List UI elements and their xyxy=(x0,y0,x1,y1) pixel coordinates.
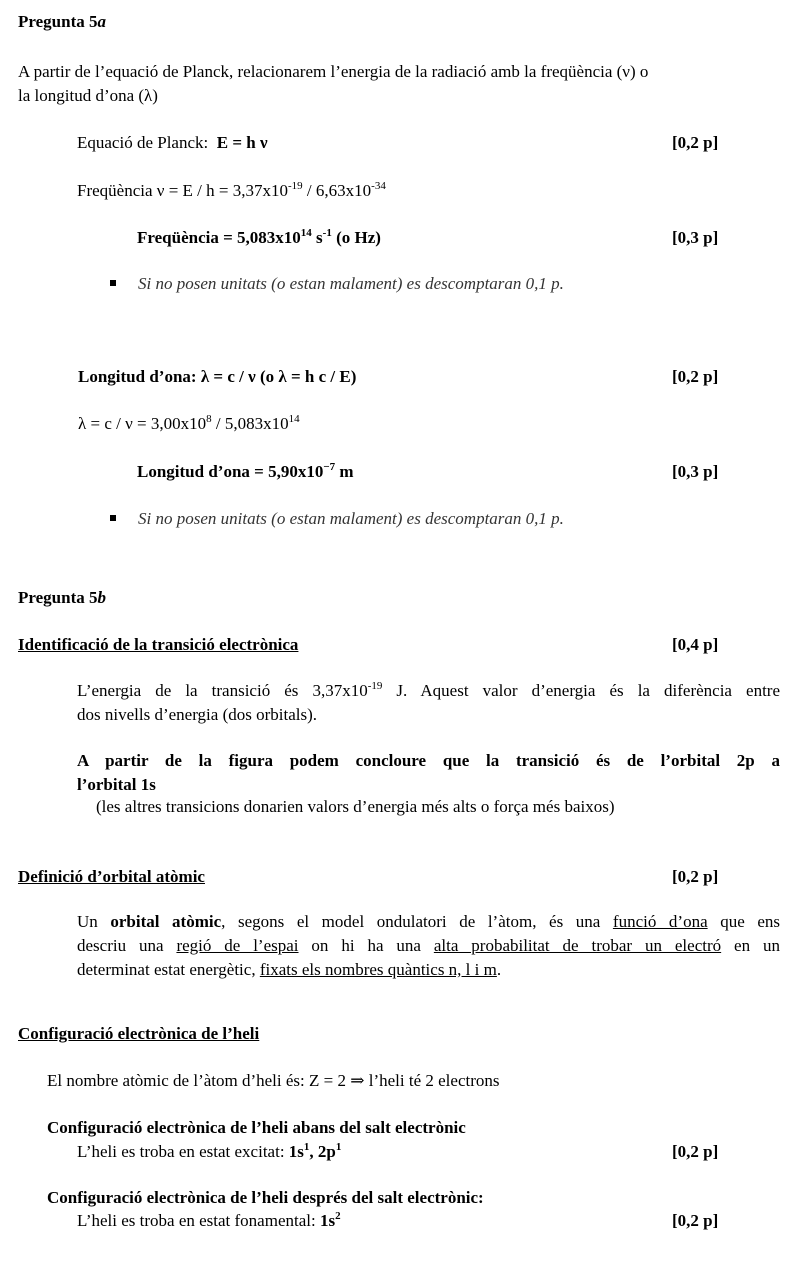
freq-result-unit-exponent: -1 xyxy=(322,227,332,239)
transition-energy-paragraph xyxy=(77,679,780,727)
conclusion-line-1: A partir de la figura podem concloure que la transició és de l’orbital 2p a xyxy=(77,751,780,770)
energy-line-1 xyxy=(77,679,780,703)
q5a-intro-line-1: A partir de l’equació de Planck, relacionarem l’energia de la radiació amb la freqüència (ν) o xyxy=(18,62,649,81)
frequency-result xyxy=(137,228,381,248)
planck-points: [0,2 p] xyxy=(672,133,719,152)
units-note-2: Si no posen unitats (o estan malament) es descomptaran 0,1 p. xyxy=(138,509,564,528)
orbital-def-line-3 xyxy=(77,958,780,982)
transition-points: [0,4 p] xyxy=(672,635,719,654)
quantum-numbers-term: fixats els nombres quàntics n, l i m xyxy=(259,960,497,979)
freq-result-text-a: Freqüència = 5,083x10 xyxy=(137,228,301,247)
ground-config xyxy=(320,1211,341,1230)
freq-calc-exponent-1: -19 xyxy=(288,180,303,192)
transition-heading: Identificació de la transició electrònica xyxy=(18,635,299,654)
orbital-def-text: , segons el model ondulatori de l’àtom, és una xyxy=(221,912,613,931)
transition-conclusion xyxy=(77,749,780,797)
atomic-number-text: El nombre atòmic de l’àtom d’heli és: Z = 2 xyxy=(47,1071,351,1090)
orbital-term: orbital atòmic xyxy=(110,912,222,931)
q5b-title-prefix: Pregunta 5 xyxy=(18,588,98,607)
ground-state-text: L’heli es troba en estat fonamental: xyxy=(77,1211,320,1230)
atomic-number-line xyxy=(47,1071,500,1091)
freq-result-exponent: 14 xyxy=(300,227,312,239)
freq-result-unit: s xyxy=(311,228,323,247)
energy-line-2: dos nivells d’energia (dos orbitals). xyxy=(77,705,318,724)
q5a-title xyxy=(18,12,106,32)
wave-calc-exponent-2: 14 xyxy=(288,413,300,425)
after-points: [0,2 p] xyxy=(672,1211,719,1230)
config-1s: 1s xyxy=(288,1142,304,1161)
wave-result-text-a: Longitud d’ona = 5,90x10 xyxy=(137,462,324,481)
ground-state-line xyxy=(77,1211,341,1231)
energy-text-a: L’energia de la transició és 3,37x10 xyxy=(77,681,368,700)
orbital-def-text: on hi ha una xyxy=(298,936,434,955)
energy-exponent: -19 xyxy=(367,680,383,692)
electron-count-text: l’heli té 2 electrons xyxy=(364,1071,500,1090)
orbital-def-line-2 xyxy=(77,934,780,958)
orbital-def-text: determinat estat energètic, xyxy=(77,960,260,979)
config-2p-exponent: 1 xyxy=(335,1141,342,1153)
bullet-icon xyxy=(110,280,116,286)
config-1s-exponent: 2 xyxy=(335,1210,341,1222)
wave-result-unit: m xyxy=(335,462,354,481)
orbital-heading: Definició d’orbital atòmic xyxy=(18,867,205,886)
frequency-calculation xyxy=(77,181,386,201)
orbital-def-text: descriu una xyxy=(77,936,177,955)
config-1s-exponent: 1 xyxy=(303,1141,310,1153)
excited-state-text: L’heli es troba en estat excitat: xyxy=(77,1142,289,1161)
excited-state-line xyxy=(77,1142,341,1162)
excited-config xyxy=(289,1142,342,1161)
energy-text-b: J. Aquest valor d’energia és la diferència entre xyxy=(382,681,780,700)
wave-calc-text-b: / 5,083x10 xyxy=(211,414,289,433)
freq-calc-text-a: Freqüència ν = E / h = 3,37x10 xyxy=(77,181,288,200)
conclusion-line-2: l’orbital 1s xyxy=(77,775,156,794)
before-jump-heading: Configuració electrònica de l’heli abans del salt electrònic xyxy=(47,1118,466,1137)
conclusion-note: (les altres transicions donarien valors d’energia més alts o força més baixos) xyxy=(96,797,615,816)
frequency-points: [0,3 p] xyxy=(672,228,719,247)
config-1s: 1s xyxy=(319,1211,336,1230)
units-note-1: Si no posen unitats (o estan malament) es descomptaran 0,1 p. xyxy=(138,274,564,293)
wavelength-definition-points: [0,2 p] xyxy=(672,367,719,386)
orbital-def-text: Un xyxy=(77,912,111,931)
wavelength-points: [0,3 p] xyxy=(672,462,719,481)
config-2p: , 2p xyxy=(309,1142,336,1161)
planck-formula: E = h ν xyxy=(216,133,268,152)
orbital-def-line-1 xyxy=(77,910,780,934)
wavelength-result xyxy=(137,462,354,482)
wavelength-calculation xyxy=(78,414,300,434)
orbital-def-text: en un xyxy=(721,936,780,955)
orbital-definition xyxy=(77,910,780,982)
planck-label: Equació de Planck: xyxy=(77,133,209,152)
q5b-title-suffix: b xyxy=(97,588,106,607)
wave-calc-exponent-1: 8 xyxy=(206,413,212,425)
q5a-title-suffix: a xyxy=(97,12,106,31)
bullet-icon xyxy=(110,515,116,521)
wave-result-exponent: −7 xyxy=(323,461,336,473)
q5a-intro-line-2: la longitud d’ona (λ) xyxy=(18,86,158,105)
wave-function-term: funció d’ona xyxy=(612,912,708,931)
space-region-term: regió de l’espai xyxy=(176,936,299,955)
implies-arrow-icon: ⇒ xyxy=(350,1071,365,1090)
before-points: [0,2 p] xyxy=(672,1142,719,1161)
config-heading: Configuració electrònica de l’heli xyxy=(18,1024,260,1043)
freq-calc-text-b: / 6,63x10 xyxy=(302,181,372,200)
wavelength-definition: Longitud d’ona: λ = c / ν (o λ = h c / E) xyxy=(78,367,357,386)
wave-calc-text-a: λ = c / ν = 3,00x10 xyxy=(78,414,207,433)
freq-calc-exponent-2: -34 xyxy=(371,180,386,192)
q5b-title xyxy=(18,588,106,608)
freq-result-alt-unit: (o Hz) xyxy=(331,228,381,247)
orbital-def-text: que ens xyxy=(707,912,780,931)
orbital-points: [0,2 p] xyxy=(672,867,719,886)
orbital-def-text: . xyxy=(496,960,502,979)
planck-equation xyxy=(77,133,268,153)
after-jump-heading: Configuració electrònica de l’heli després del salt electrònic: xyxy=(47,1188,484,1207)
probability-term: alta probabilitat de trobar un electró xyxy=(433,936,722,955)
q5a-title-prefix: Pregunta 5 xyxy=(18,12,98,31)
